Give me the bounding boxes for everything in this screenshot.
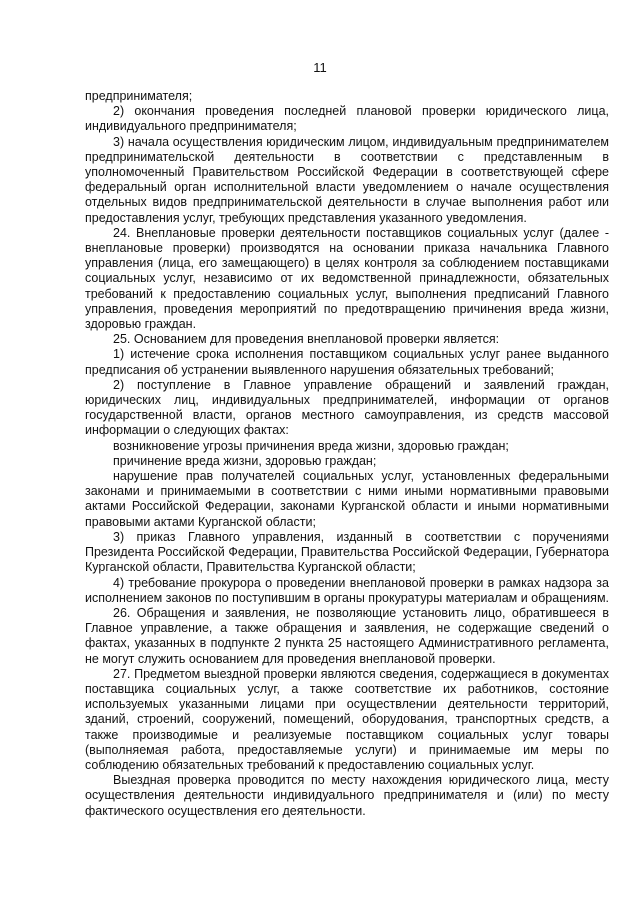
page-number: 11 xyxy=(313,60,327,75)
clause-27: 27. Предметом выездной проверки являются сведения, содержащиеся в документах поставщика социальных услуг, а также соответствие их работников, состояние используемых указанными лицами при осуществлении деятельности территорий, зданий, строений, сооружений, помещений, оборудования, транспортных средств, а также производимые и реализуемые поставщиком социальных услуг товары (выполняемая работа, предоставляемые услуги) и принимаемые им меры по соблюдению обязательных требований к предоставлению социальных услуг. xyxy=(85,666,609,772)
clause-25-item-2: 2) поступление в Главное управление обращений и заявлений граждан, юридических лиц, индивидуальных предпринимателей, информации от органов государственной власти, органов местного самоуправления, из средств массовой информации о следующих фактах: xyxy=(85,377,609,438)
fact-rights-violation: нарушение прав получателей социальных услуг, установленных федеральными законами и принимаемыми в соответствии с ними иными нормативными правовыми актами Российской Федерации, законами Курганской области и иными нормативными правовыми актами Курганской области; xyxy=(85,469,609,529)
subitem-3-start-activity: 3) начала осуществления юридическим лицом, индивидуальным предпринимателем предпринимательской деятельности в соответствии с представленным в уполномоченный Правительством Российской Федерации в соответствующей сфере федеральный орган исполнительной власти уведомлением о начале осуществления отдельных видов предпринимательской деятельности в случае выполнения работ или предоставления услуг, требующих представления указанного уведомления. xyxy=(85,134,609,225)
fact-harm: причинение вреда жизни, здоровью граждан; xyxy=(113,453,377,468)
document-body xyxy=(85,89,609,819)
clause-24: 24. Внеплановые проверки деятельности поставщиков социальных услуг (далее - внеплановые проверки) производятся на основании приказа начальника Главного управления (лица, его замещающего) в целях контроля за соблюдением поставщиками социальных услуг, независимо от их ведомственной принадлежности, обязательных требований к предоставлению социальных услуг, выполнения предписаний Главного управления, проведения мероприятий по предотвращению причинения вреда жизни, здоровью граждан. xyxy=(85,225,609,332)
subitem-2-last-inspection: 2) окончания проведения последней плановой проверки юридического лица, индивидуального предпринимателя; xyxy=(85,104,609,134)
fact-threat: возникновение угрозы причинения вреда жизни, здоровью граждан; xyxy=(113,438,509,453)
clause-25: 25. Основанием для проведения внеплановой проверки является: xyxy=(113,332,500,347)
onsite-inspection-location: Выездная проверка проводится по месту нахождения юридического лица, месту осуществления деятельности индивидуального предпринимателя и (или) по месту фактического осуществления его деятельности. xyxy=(85,773,609,818)
paragraph-continuation: предпринимателя; xyxy=(85,89,193,103)
clause-25-item-3: 3) приказ Главного управления, изданный в соответствии с поручениями Президента Российской Федерации, Правительства Российской Федерации, Губернатора Курганской области, Правительства Курганской области; xyxy=(85,529,609,575)
clause-26: 26. Обращения и заявления, не позволяющие установить лицо, обратившееся в Главное управление, а также обращения и заявления, не содержащие сведений о фактах, указанных в подпункте 2 пункта 25 настоящего Административного регламента, не могут служить основанием для проведения внеплановой проверки. xyxy=(85,605,609,666)
clause-25-item-4: 4) требование прокурора о проведении внеплановой проверки в рамках надзора за исполнением законов по поступившим в органы прокуратуры материалам и обращениям. xyxy=(85,575,610,605)
clause-25-item-1: 1) истечение срока исполнения поставщиком социальных услуг ранее выданного предписания об устранении выявленного нарушения обязательных требований; xyxy=(85,347,609,377)
